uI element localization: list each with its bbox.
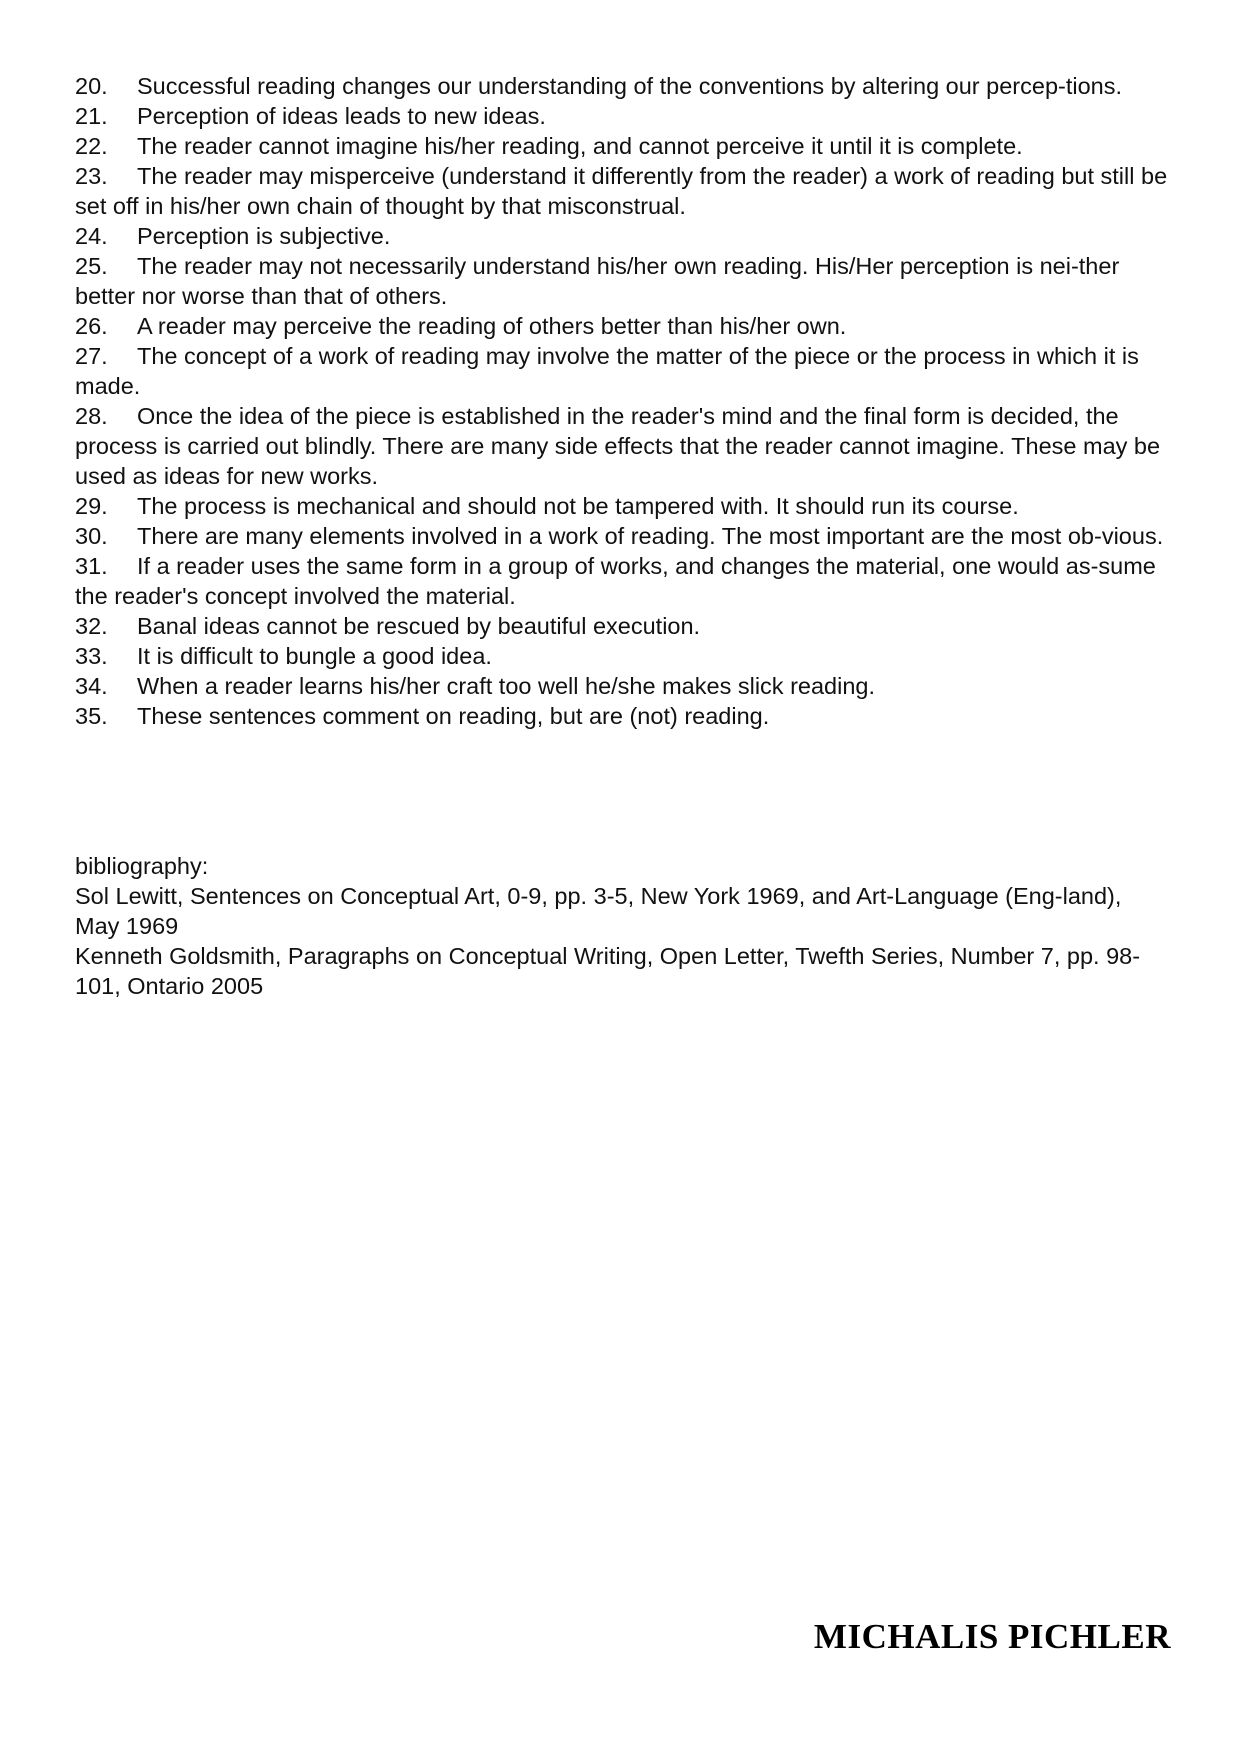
sentence-item [75, 71, 1170, 101]
sentence-number: 35. [75, 703, 108, 729]
sentence-number: 31. [75, 553, 108, 579]
sentence-item [75, 101, 1170, 131]
sentence-text: Once the idea of the piece is established in the reader's mind and the final form is decided, the process is carried out blindly. There are many side effects that the reader cannot imagine. These may be used as ideas for new works. [75, 403, 1161, 489]
sentence-number: 24. [75, 223, 108, 249]
sentence-text: The concept of a work of reading may involve the matter of the piece or the process in which it is made. [75, 343, 1139, 399]
sentence-item [75, 311, 1170, 341]
sentence-item [75, 131, 1170, 161]
sentences-list [75, 71, 1170, 731]
sentence-item [75, 671, 1170, 701]
sentence-text: Successful reading changes our understanding of the conventions by altering our percep-tions. [137, 73, 1123, 99]
sentence-number: 29. [75, 493, 108, 519]
sentence-text: These sentences comment on reading, but are (not) reading. [137, 703, 770, 729]
sentence-text: It is difficult to bungle a good idea. [137, 643, 492, 669]
sentence-item [75, 401, 1170, 491]
sentence-number: 33. [75, 643, 108, 669]
sentence-text: There are many elements involved in a work of reading. The most important are the most ob-vious. [137, 523, 1164, 549]
sentence-item [75, 611, 1170, 641]
sentence-text: A reader may perceive the reading of others better than his/her own. [137, 313, 847, 339]
sentence-number: 32. [75, 613, 108, 639]
sentence-item [75, 161, 1170, 221]
sentence-text: Banal ideas cannot be rescued by beautiful execution. [137, 613, 701, 639]
sentence-text: If a reader uses the same form in a group of works, and changes the material, one would as-sume the reader's concept involved the material. [75, 553, 1156, 609]
sentence-number: 22. [75, 133, 108, 159]
sentence-item [75, 701, 1170, 731]
sentence-number: 28. [75, 403, 108, 429]
bibliography-entry: Sol Lewitt, Sentences on Conceptual Art, 0-9, pp. 3-5, New York 1969, and Art-Language (Eng-land), May 1969 [75, 883, 1122, 939]
sentence-number: 20. [75, 73, 108, 99]
sentence-item [75, 341, 1170, 401]
sentence-item [75, 221, 1170, 251]
sentence-item [75, 551, 1170, 611]
sentence-text: When a reader learns his/her craft too well he/she makes slick reading. [137, 673, 875, 699]
author-name: MICHALIS PICHLER [813, 1617, 1171, 1656]
bibliography-section [75, 851, 1170, 1001]
sentence-text: The reader may misperceive (understand it differently from the reader) a work of reading but still be set off in his/her own chain of thought by that misconstrual. [75, 163, 1168, 219]
sentence-number: 30. [75, 523, 108, 549]
sentence-number: 25. [75, 253, 108, 279]
sentence-item [75, 641, 1170, 671]
sentence-item [75, 491, 1170, 521]
sentence-text: The reader may not necessarily understand his/her own reading. His/Her perception is nei-ther better nor worse than that of others. [75, 253, 1120, 309]
sentence-number: 23. [75, 163, 108, 189]
sentence-text: Perception is subjective. [137, 223, 391, 249]
sentence-text: Perception of ideas leads to new ideas. [137, 103, 546, 129]
sentence-number: 34. [75, 673, 108, 699]
sentence-number: 26. [75, 313, 108, 339]
sentence-text: The reader cannot imagine his/her reading, and cannot perceive it until it is complete. [137, 133, 1023, 159]
bibliography-entry: Kenneth Goldsmith, Paragraphs on Conceptual Writing, Open Letter, Twefth Series, Number 7, pp. 98-101, Ontario 2005 [75, 943, 1141, 999]
sentence-number: 21. [75, 103, 108, 129]
sentence-text: The process is mechanical and should not be tampered with. It should run its course. [137, 493, 1019, 519]
sentence-item [75, 251, 1170, 311]
sentence-item [75, 521, 1170, 551]
bibliography-heading: bibliography: [75, 853, 209, 879]
sentence-number: 27. [75, 343, 108, 369]
